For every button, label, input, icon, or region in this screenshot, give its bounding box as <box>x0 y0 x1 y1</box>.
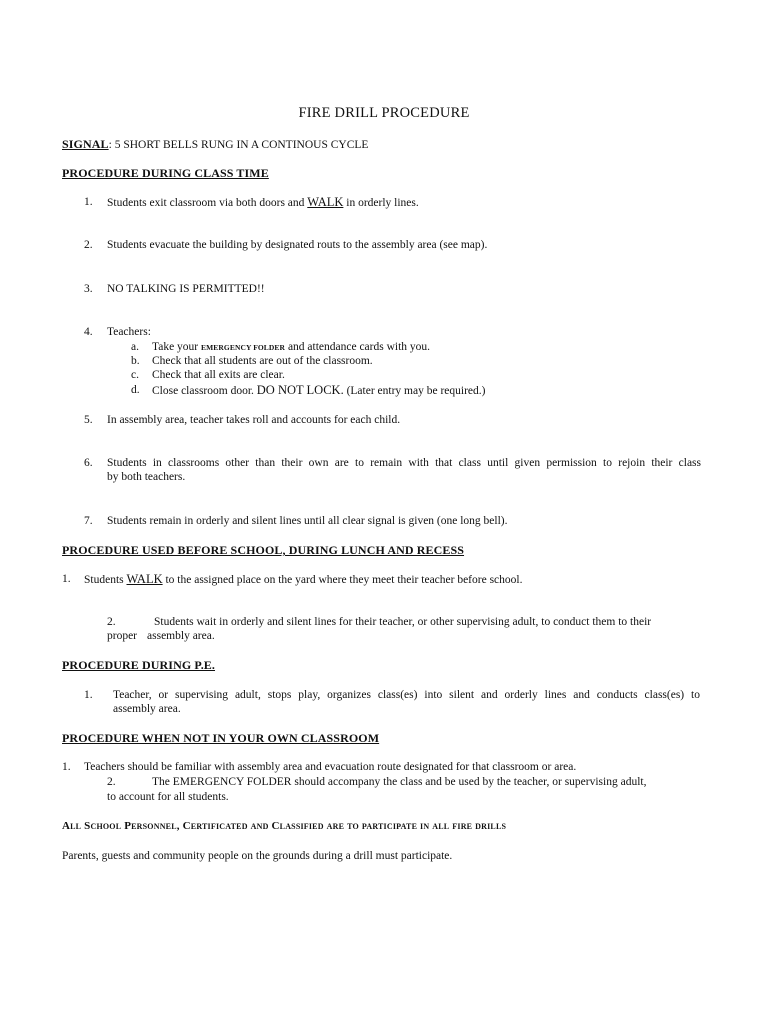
sub-item-letter: d. <box>131 384 140 396</box>
item-number: 2. <box>84 239 93 251</box>
item-text: to the assigned place on the yard where they meet their teacher before school. <box>162 574 523 586</box>
walk-emphasis: WALK <box>126 572 163 586</box>
document-title: FIRE DRILL PROCEDURE <box>298 105 470 121</box>
sub-item-letter: b. <box>131 355 140 367</box>
item-number: 2. <box>107 776 116 788</box>
item-text: assembly area. <box>147 630 215 642</box>
item-number: 1. <box>84 196 93 208</box>
item-number: 1. <box>84 689 93 701</box>
list-item-continuation: to account for all students. <box>107 791 229 803</box>
item-number: 1. <box>62 761 71 773</box>
list-item: Students wait in orderly and silent lines for their teacher, or other supervising adult, to conduct them to their <box>154 616 652 628</box>
item-text: Close classroom door. <box>152 385 257 397</box>
list-item-continuation <box>107 629 215 643</box>
list-item <box>84 572 522 587</box>
signal-label: SIGNAL <box>62 137 109 151</box>
list-item <box>107 195 419 210</box>
sub-item-letter: a. <box>131 341 139 353</box>
list-item: NO TALKING IS PERMITTED!! <box>107 283 265 295</box>
item-text: in orderly lines. <box>343 197 419 209</box>
sub-list-item: Check that all students are out of the classroom. <box>152 355 373 367</box>
all-personnel-notice: All School Personnel, Certificated and Classified are to participate in all fire drills <box>62 820 507 832</box>
list-item-continuation: by both teachers. <box>107 471 186 483</box>
item-text: and attendance cards with you. <box>285 341 431 353</box>
walk-emphasis: WALK <box>307 195 344 209</box>
item-number: 3. <box>84 283 93 295</box>
list-item: Teacher, or supervising adult, stops play, organizes class(es) into silent and orderly lines and conducts class(es) to <box>113 689 700 701</box>
list-item: Teachers: <box>107 326 151 338</box>
list-item-continuation: assembly area. <box>113 703 181 715</box>
list-item: Students remain in orderly and silent lines until all clear signal is given (one long bell). <box>107 515 508 527</box>
parents-notice: Parents, guests and community people on the grounds during a drill must participate. <box>62 850 453 862</box>
list-item: Students evacuate the building by designated routs to the assembly area (see map). <box>107 239 488 251</box>
item-number: 5. <box>84 414 93 426</box>
do-not-lock-text: DO NOT LOCK. <box>256 383 344 397</box>
list-item: Teachers should be familiar with assembly area and evacuation route designated for that classroom or area. <box>84 761 577 773</box>
item-text: Students <box>84 574 127 586</box>
item-number: 7. <box>84 515 93 527</box>
signal-line <box>62 137 368 152</box>
signal-text: : 5 SHORT BELLS RUNG IN A CONTINOUS CYCLE <box>108 139 369 151</box>
sub-list-item <box>152 340 430 355</box>
item-number: 6. <box>84 457 93 469</box>
emergency-folder-label: EMERGENCY FOLDER <box>201 343 286 352</box>
heading-pe: PROCEDURE DURING P.E. <box>62 658 216 672</box>
sub-item-letter: c. <box>131 369 139 381</box>
list-item: The EMERGENCY FOLDER should accompany the class and be used by the teacher, or supervising adult, <box>152 776 647 788</box>
item-number: 1. <box>62 573 71 585</box>
list-item: In assembly area, teacher takes roll and accounts for each child. <box>107 414 401 426</box>
heading-before-school: PROCEDURE USED BEFORE SCHOOL, DURING LUNCH AND RECESS <box>62 543 465 557</box>
heading-class-time: PROCEDURE DURING CLASS TIME <box>62 166 269 180</box>
item-text: Take your <box>152 341 202 353</box>
item-number: 4. <box>84 326 93 338</box>
list-item: Students in classrooms other than their own are to remain with that class until given permission to rejoin their class <box>107 457 701 469</box>
item-number: 2. <box>107 616 116 628</box>
item-text: Students exit classroom via both doors and <box>107 197 308 209</box>
item-text: (Later entry may be required.) <box>343 385 486 397</box>
sub-list-item <box>152 383 485 398</box>
heading-not-own-classroom: PROCEDURE WHEN NOT IN YOUR OWN CLASSROOM <box>62 731 380 745</box>
item-text: proper <box>107 630 138 642</box>
sub-list-item: Check that all exits are clear. <box>152 369 285 381</box>
